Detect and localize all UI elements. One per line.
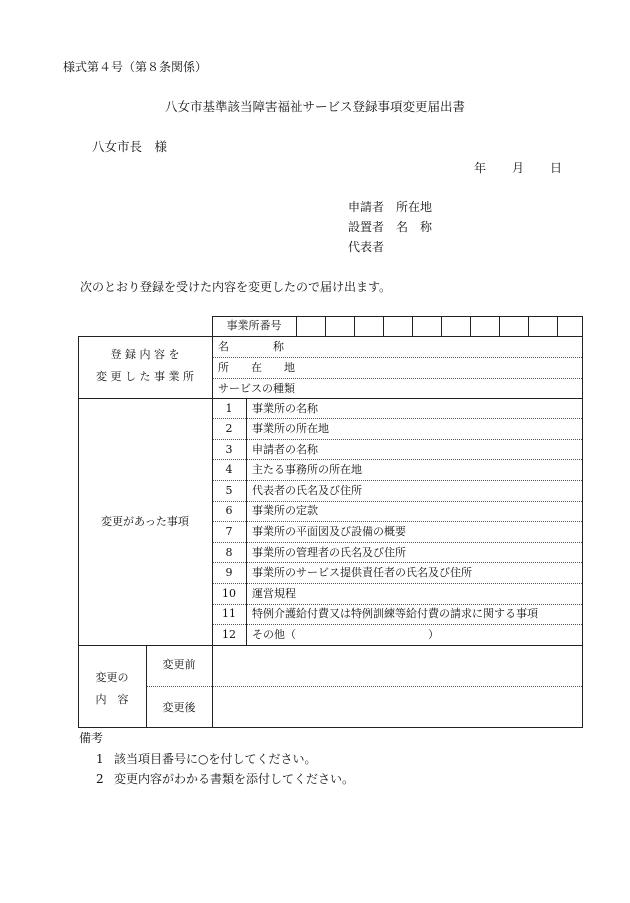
dotted-line	[213, 542, 582, 543]
change-item-text: 運営規程	[252, 587, 296, 600]
table-line	[582, 316, 583, 728]
change-item-text: 主たる事務所の所在地	[252, 463, 362, 476]
dotted-line	[213, 418, 582, 419]
dotted-line	[213, 604, 582, 605]
change-item-text: 特例介護給付費又は特例訓練等給付費の請求に関する事項	[252, 607, 538, 620]
date-line	[474, 161, 562, 175]
office-section-label: 登 録 内 容 を	[110, 348, 180, 361]
dotted-line	[213, 501, 582, 502]
office-number-box	[528, 316, 529, 336]
content-label: 内 容	[95, 693, 129, 706]
dotted-line	[213, 459, 582, 460]
after-label: 変更後	[162, 701, 196, 714]
change-form-table	[78, 316, 583, 728]
change-item-text: 事業所の名称	[252, 402, 318, 415]
change-item-number: 5	[225, 484, 233, 497]
service-type-label: サービスの種類	[218, 382, 295, 395]
office-number-box	[557, 316, 558, 336]
form-number: 様式第４号（第８条関係）	[63, 60, 208, 74]
change-item-number: 9	[225, 566, 233, 579]
content-label: 変更の	[95, 671, 129, 684]
office-number-box	[354, 316, 355, 336]
table-line	[78, 336, 583, 337]
table-line	[78, 727, 583, 728]
change-item-number: 4	[225, 463, 233, 476]
change-item-text: 事業所のサービス提供責任者の氏名及び住所	[252, 566, 472, 579]
notes-title: 備考	[79, 731, 104, 745]
dotted-line	[213, 357, 582, 358]
change-item-number: 11	[222, 607, 236, 620]
table-line	[78, 398, 583, 399]
office-number-box	[499, 316, 500, 336]
change-item-number: 2	[225, 422, 233, 435]
dotted-line	[213, 378, 582, 379]
changes-label: 変更があった事項	[101, 515, 189, 528]
office-number-box	[412, 316, 413, 336]
date-day: 日	[550, 161, 563, 175]
office-number-box	[383, 316, 384, 336]
change-item-number: 3	[225, 443, 233, 456]
change-item-text: 事業所の所在地	[252, 422, 329, 435]
office-number-box	[441, 316, 442, 336]
date-month: 月	[512, 161, 525, 175]
change-item-number: 6	[225, 504, 233, 517]
applicant-representative: 代表者	[348, 240, 385, 254]
before-label: 変更前	[162, 658, 196, 671]
office-number-box	[325, 316, 326, 336]
change-item-text: その他（ ）	[252, 628, 439, 641]
dotted-line	[213, 439, 582, 440]
change-item-text: 申請者の名称	[252, 443, 318, 456]
table-line	[296, 316, 297, 336]
applicant-name: 設置者 名 称	[348, 220, 433, 234]
dotted-line	[213, 624, 582, 625]
intro-text: 次のとおり登録を受けた内容を変更したので届け出ます。	[80, 280, 392, 294]
office-name-label: 名 称	[218, 340, 284, 353]
dotted-line	[213, 583, 582, 584]
office-section-label: 変 更 し た 事 業 所	[96, 370, 194, 383]
change-item-number: 1	[225, 402, 233, 415]
document-title: 八女市基準該当障害福祉サービス登録事項変更届出書	[164, 99, 465, 114]
note-item: 1 該当項目番号に○を付してください。	[96, 752, 317, 766]
change-item-text: 事業所の平面図及び設備の概要	[252, 525, 406, 538]
change-item-text: 事業所の管理者の氏名及び住所	[252, 546, 406, 559]
change-item-number: 7	[225, 525, 233, 538]
dotted-line	[147, 686, 582, 687]
change-item-text: 事業所の定款	[252, 504, 318, 517]
office-address-label: 所 在 地	[218, 361, 295, 374]
change-item-number: 12	[222, 628, 236, 641]
change-item-number: 10	[222, 587, 236, 600]
change-item-text: 代表者の氏名及び住所	[252, 484, 362, 497]
change-item-number: 8	[225, 546, 233, 559]
dotted-line	[213, 521, 582, 522]
table-line	[78, 645, 583, 646]
date-year: 年	[474, 161, 487, 175]
applicant-address: 申請者 所在地	[348, 200, 433, 214]
table-line	[78, 336, 79, 728]
dotted-line	[213, 480, 582, 481]
office-number-box	[470, 316, 471, 336]
note-item: 2 変更内容がわかる書類を添付してください。	[96, 772, 355, 786]
office-number-label: 事業所番号	[226, 319, 282, 332]
addressee: 八女市長 様	[92, 139, 168, 154]
dotted-line	[213, 562, 582, 563]
